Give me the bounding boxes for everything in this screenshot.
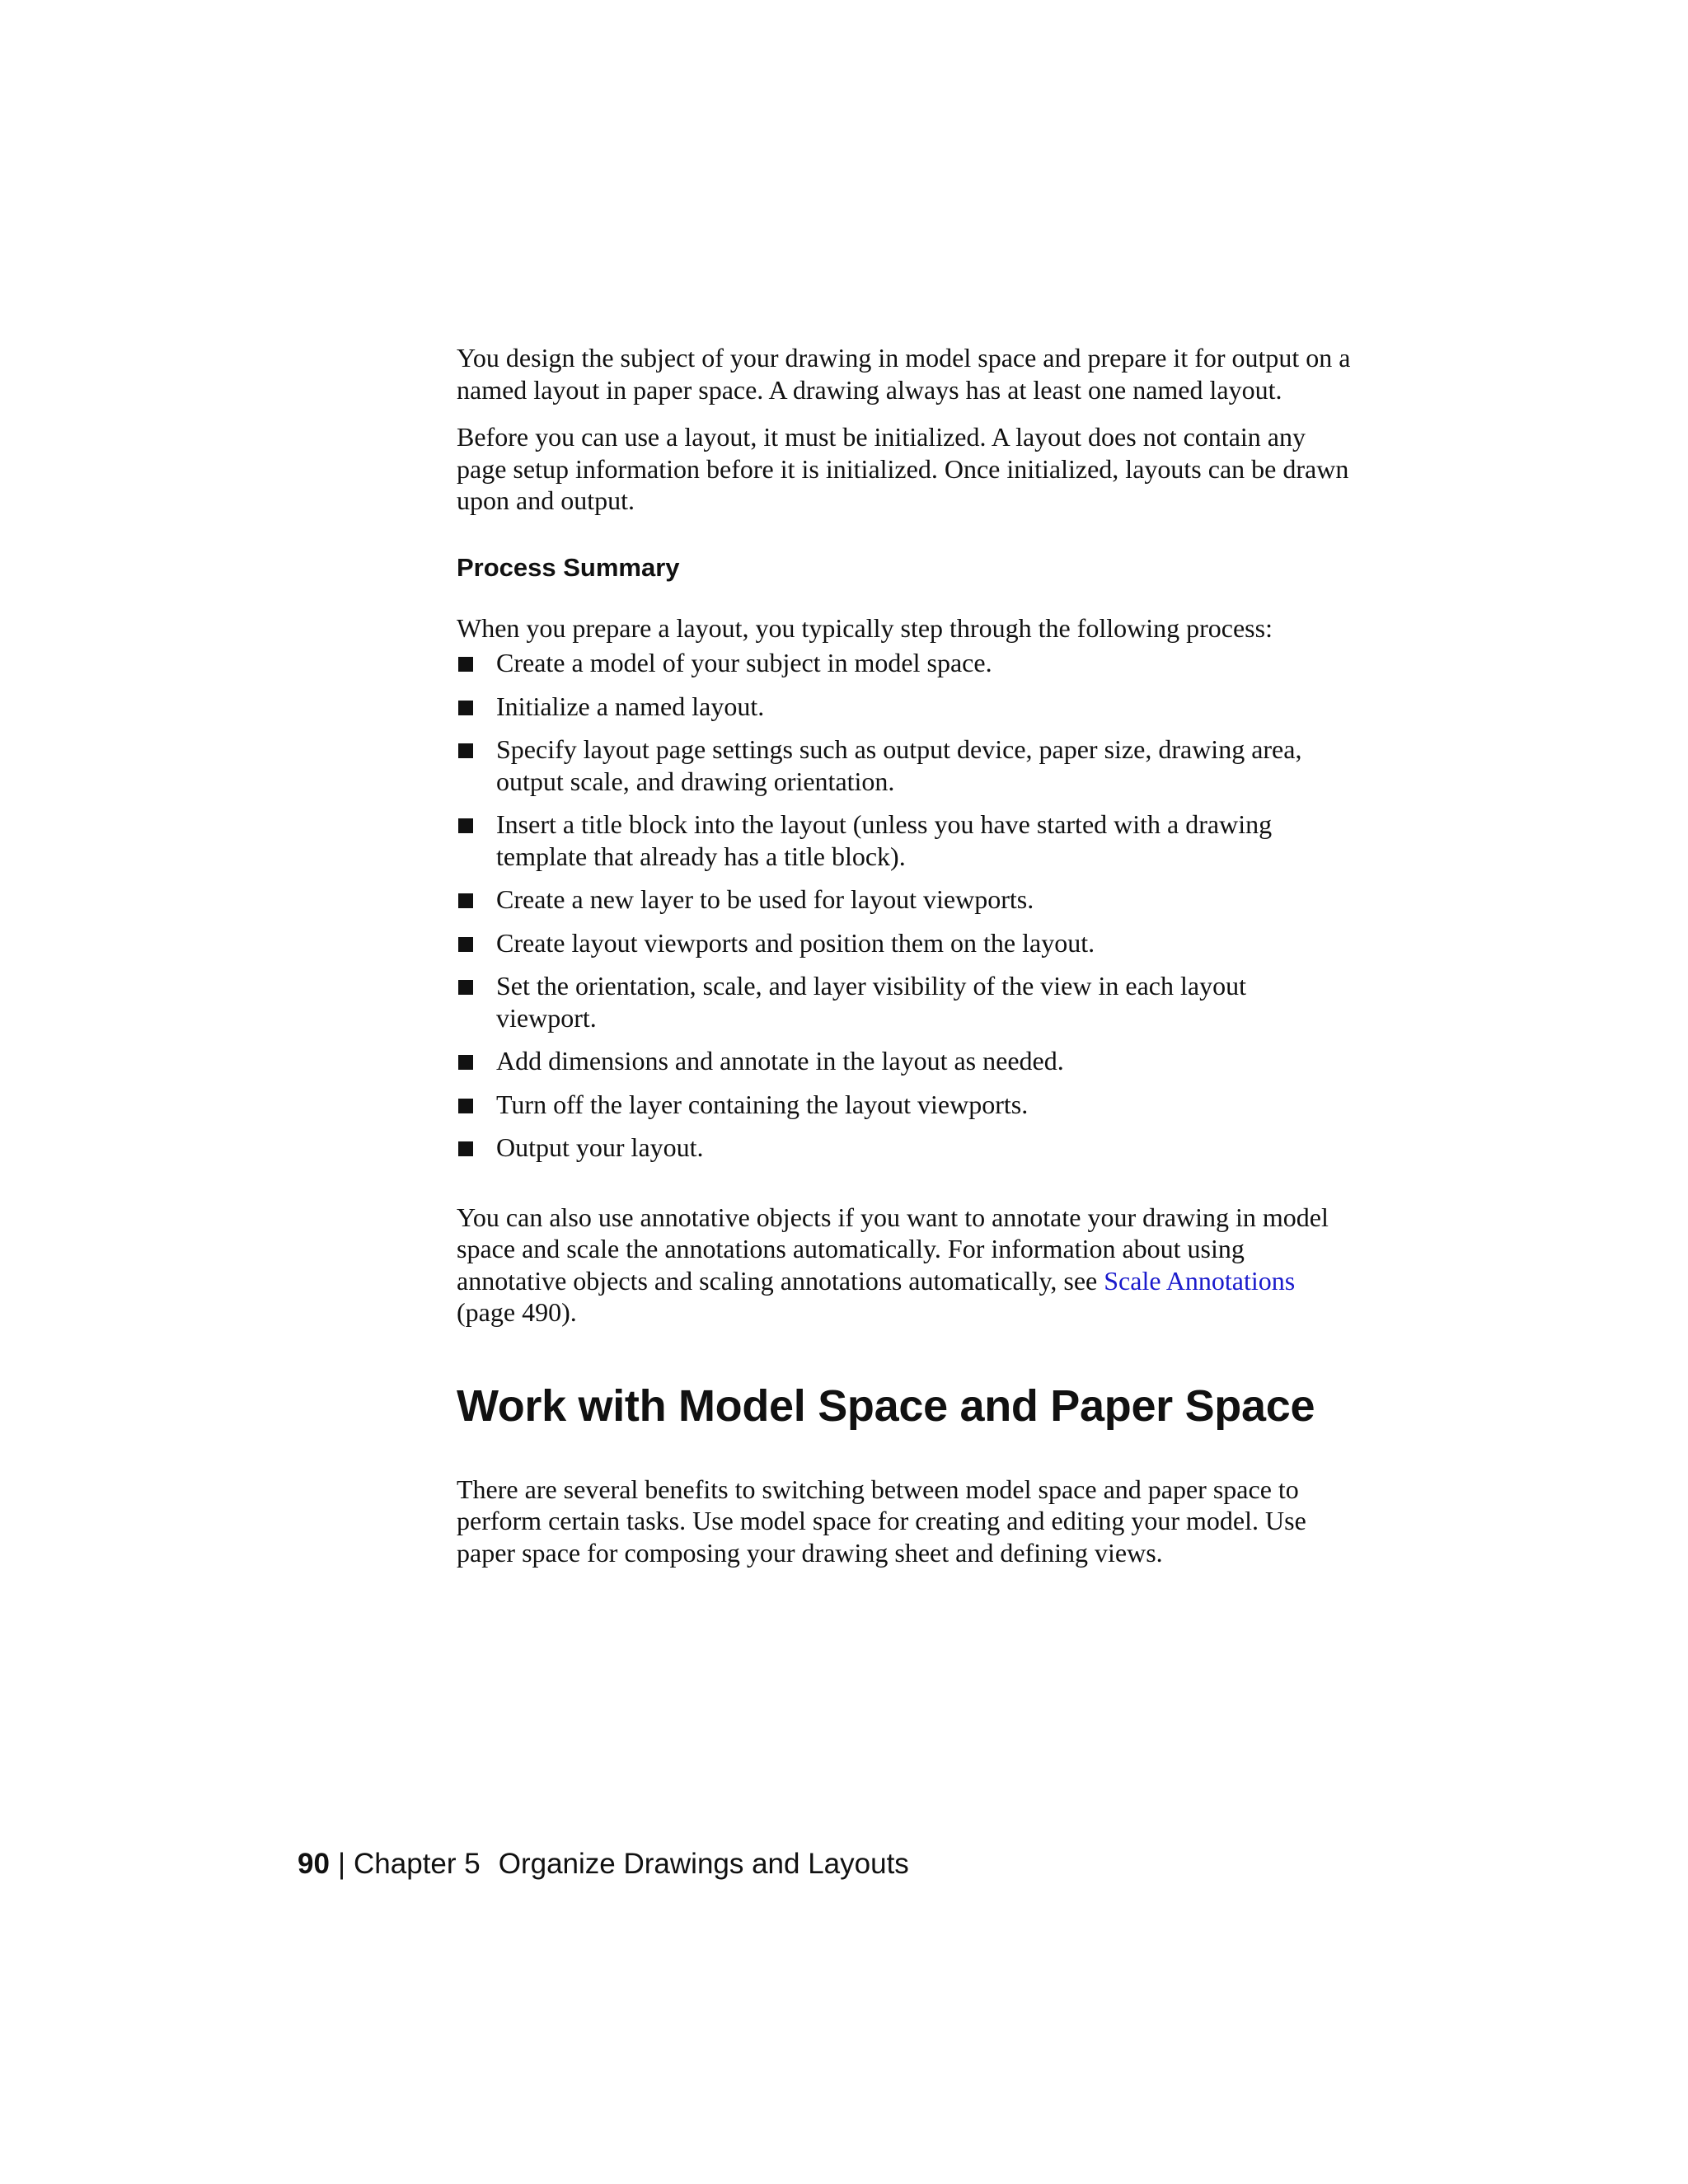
process-summary-heading: Process Summary	[457, 552, 680, 582]
list-item	[457, 1045, 1352, 1077]
bullet-square-icon	[458, 937, 473, 952]
list-item	[457, 647, 1352, 679]
section-body: There are several benefits to switching between model space and paper space to perform certain tasks. Use model space for creating and editing your model. Use paper space for composing your drawing sheet and defining views.	[457, 1474, 1306, 1568]
scale-annotations-link[interactable]: Scale Annotations	[1104, 1265, 1296, 1296]
bullet-square-icon	[458, 1055, 473, 1070]
list-item	[457, 1132, 1352, 1164]
list-item	[457, 691, 1352, 723]
intro-paragraph-2: Before you can use a layout, it must be initialized. A layout does not contain any page setup information before it is initialized. Once initialized, layouts can be drawn upon and output.	[457, 422, 1349, 515]
process-list	[457, 647, 1352, 1164]
list-item-text: Output your layout.	[496, 1132, 704, 1162]
page-footer	[298, 1846, 909, 1882]
annotative-page-ref: (page 490).	[457, 1297, 577, 1327]
chapter-title: Organize Drawings and Layouts	[498, 1848, 909, 1880]
page-content	[457, 342, 1352, 1584]
bullet-square-icon	[458, 1099, 473, 1113]
bullet-square-icon	[458, 980, 473, 995]
annotative-text: You can also use annotative objects if you want to annotate your drawing in model space and scale the annotations automatically. For information about using annotative objects and scaling annotations automatically, see	[457, 1202, 1329, 1296]
intro-paragraph-1: You design the subject of your drawing in model space and prepare it for output on a named layout in paper space. A drawing always has at least one named layout.	[457, 343, 1351, 405]
bullet-square-icon	[458, 1141, 473, 1156]
bullet-square-icon	[458, 701, 473, 715]
list-item-text: Set the orientation, scale, and layer visibility of the view in each layout viewport.	[496, 971, 1246, 1033]
list-item-text: Initialize a named layout.	[496, 691, 765, 721]
list-item-text: Turn off the layer containing the layout viewports.	[496, 1089, 1029, 1119]
list-item	[457, 808, 1352, 872]
chapter-label: Chapter 5	[354, 1848, 481, 1880]
list-item-text: Specify layout page settings such as output device, paper size, drawing area, output scale, and drawing orientation.	[496, 734, 1302, 796]
list-item	[457, 733, 1352, 797]
bullet-square-icon	[458, 893, 473, 908]
section-heading: Work with Model Space and Paper Space	[457, 1380, 1315, 1431]
page-number: 90	[298, 1848, 330, 1880]
annotative-paragraph	[457, 1202, 1352, 1329]
list-item-text: Insert a title block into the layout (unless you have started with a drawing template that already has a title block).	[496, 809, 1273, 871]
bullet-square-icon	[458, 657, 473, 672]
list-item	[457, 927, 1352, 959]
list-item-text: Create layout viewports and position them on the layout.	[496, 927, 1095, 958]
list-item	[457, 883, 1352, 916]
list-item-text: Create a model of your subject in model space.	[496, 648, 992, 677]
list-item-text: Add dimensions and annotate in the layout as needed.	[496, 1046, 1064, 1076]
footer-separator: |	[337, 1848, 346, 1880]
list-item	[457, 1089, 1352, 1121]
list-item-text: Create a new layer to be used for layout viewports.	[496, 884, 1034, 914]
process-intro: When you prepare a layout, you typically step through the following process:	[457, 612, 1273, 643]
bullet-square-icon	[458, 743, 473, 758]
list-item	[457, 970, 1352, 1033]
bullet-square-icon	[458, 818, 473, 833]
